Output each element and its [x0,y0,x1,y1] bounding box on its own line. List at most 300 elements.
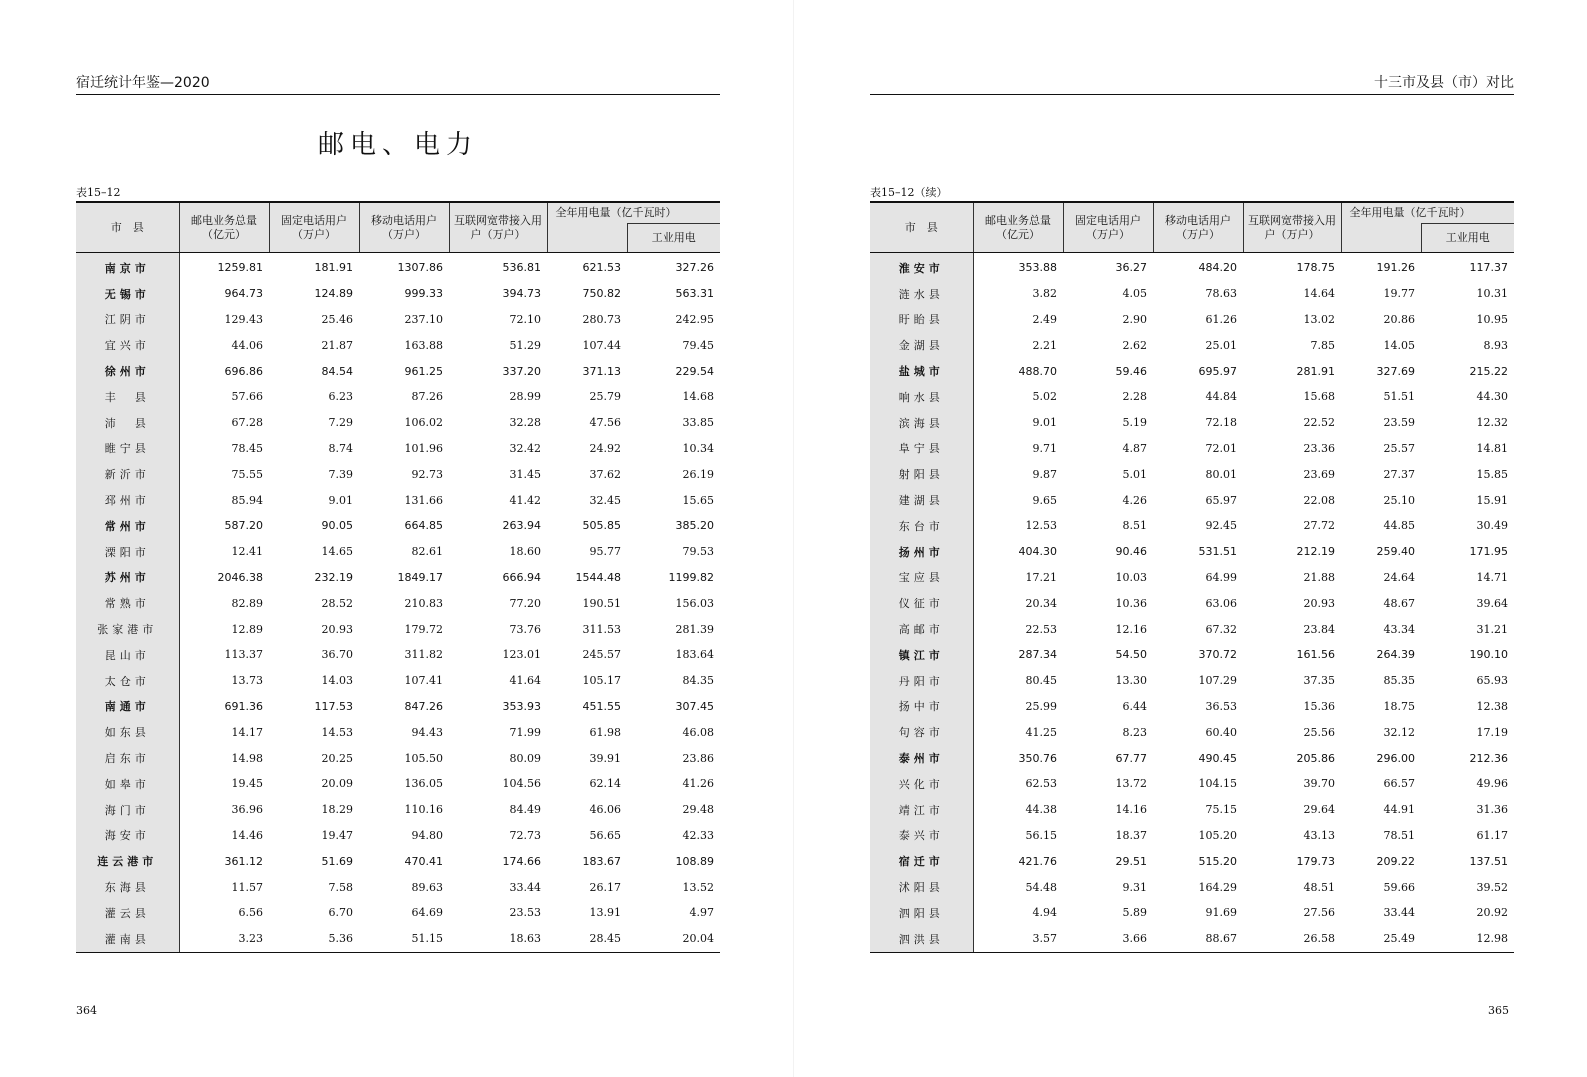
header-area: 市 县 [76,202,179,253]
table-cell: 307.45 [675,699,714,713]
row-area-name: 泗阳县 [870,900,973,926]
table-cell: 14.46 [231,828,263,842]
page-number-right: 365 [1488,1004,1509,1017]
row-area-name: 泰州市 [870,745,973,771]
table-cell: 23.84 [1303,622,1335,636]
table-cell: 3.82 [1032,287,1057,301]
table-cell: 6.44 [1122,699,1147,713]
table-cell: 84.49 [509,803,541,817]
table-row [76,926,720,952]
table-row [76,823,720,849]
table-row [870,874,1514,900]
table-cell: 22.52 [1303,416,1335,430]
table-cell: 5.01 [1122,467,1147,481]
table-cell: 27.37 [1383,467,1415,481]
table-cell: 4.26 [1122,493,1147,507]
table-cell: 82.61 [411,545,443,559]
row-area-name: 灌南县 [76,926,179,952]
table-row [870,253,1514,281]
header-industrial: 工业用电 [1421,224,1514,253]
table-row [870,694,1514,720]
table-cell: 281.39 [675,622,714,636]
table-cell: 488.70 [1018,364,1057,378]
table-cell: 847.26 [404,699,443,713]
table-cell: 10.34 [682,441,714,455]
table-cell: 3.66 [1063,926,1153,952]
running-head-right: 十三市及县（市）对比 [870,74,1514,95]
table-cell: 695.97 [1198,364,1237,378]
table-cell: 490.45 [1198,751,1237,765]
table-cell: 107.41 [404,674,443,688]
table-cell: 171.95 [1469,545,1508,559]
table-cell: 54.48 [1025,880,1057,894]
table-cell: 212.36 [1469,751,1508,765]
table-cell: 337.20 [502,364,541,378]
table-cell: 28.99 [509,390,541,404]
table-cell: 14.65 [321,545,353,559]
table-cell: 51.29 [509,338,541,352]
table-cell: 36.96 [231,803,263,817]
table-cell: 20.86 [1383,312,1415,326]
table-row [870,358,1514,384]
table-cell: 33.44 [509,880,541,894]
running-head-left: 宿迁统计年鉴—2020 [76,74,720,95]
table-cell: 6.70 [328,906,353,920]
table-cell: 25.79 [589,390,621,404]
table-cell: 37.62 [589,467,621,481]
table-cell: 78.63 [1205,287,1237,301]
table-row [76,565,720,591]
table-cell: 39.70 [1303,777,1335,791]
table-cell: 87.26 [411,390,443,404]
table-cell: 60.40 [1205,725,1237,739]
table-cell: 106.02 [404,416,443,430]
table-cell: 9.01 [1032,416,1057,430]
table-cell: 536.81 [502,261,541,275]
row-area-name: 睢宁县 [76,436,179,462]
table-cell: 32.42 [509,441,541,455]
row-area-name: 泗洪县 [870,926,973,952]
table-cell: 129.43 [224,312,263,326]
table-cell: 110.16 [404,803,443,817]
table-cell: 232.19 [314,570,353,584]
table-cell: 79.45 [682,338,714,352]
row-area-name: 丹阳市 [870,668,973,694]
row-area-name: 南京市 [76,253,179,281]
table-cell: 39.52 [1476,880,1508,894]
header-postal: 邮电业务总量（亿元） [973,202,1063,253]
row-area-name: 兴化市 [870,771,973,797]
table-cell: 15.36 [1303,699,1335,713]
row-area-name: 宜兴市 [76,332,179,358]
table-cell: 311.53 [582,622,621,636]
stats-table-left [76,201,720,953]
table-cell: 28.52 [321,596,353,610]
header-electricity: 全年用电量（亿千瓦时） [547,202,720,224]
header-fixed-phone: 固定电话用户（万户） [269,202,359,253]
table-cell: 64.69 [411,906,443,920]
table-cell: 31.36 [1476,803,1508,817]
table-cell: 179.72 [404,622,443,636]
table-cell: 20.93 [1303,596,1335,610]
header-fixed-phone: 固定电话用户（万户） [1063,202,1153,253]
row-area-name: 沭阳县 [870,874,973,900]
table-cell: 10.36 [1115,596,1147,610]
table-cell: 51.69 [321,854,353,868]
table-cell: 33.85 [682,416,714,430]
header-industrial: 工业用电 [627,224,720,253]
header-mobile-phone: 移动电话用户（万户） [1153,202,1243,253]
table-cell: 43.34 [1383,622,1415,636]
table-row [76,332,720,358]
table-cell: 67.32 [1205,622,1237,636]
table-cell: 190.51 [582,596,621,610]
table-cell: 31.45 [509,467,541,481]
table-cell: 353.88 [1018,261,1057,275]
table-cell: 107.29 [1198,674,1237,688]
table-cell: 5.36 [269,926,359,952]
row-area-name: 新沂市 [76,461,179,487]
table-cell: 22.08 [1303,493,1335,507]
table-cell: 385.20 [675,519,714,533]
table-row [76,668,720,694]
row-area-name: 宿迁市 [870,848,973,874]
row-area-name: 海门市 [76,797,179,823]
table-cell: 26.19 [682,467,714,481]
table-cell: 696.86 [224,364,263,378]
table-cell: 666.94 [502,570,541,584]
table-cell: 41.25 [1025,725,1057,739]
table-cell: 75.55 [231,467,263,481]
table-cell: 11.57 [231,880,263,894]
table-cell: 13.91 [589,906,621,920]
table-row [76,358,720,384]
table-cell: 209.22 [1376,854,1415,868]
table-cell: 78.51 [1383,828,1415,842]
table-row [870,307,1514,333]
table-cell: 964.73 [224,287,263,301]
table-cell: 10.03 [1115,570,1147,584]
table-cell: 24.64 [1383,570,1415,584]
table-label-left: 表15–12 [76,186,121,199]
table-cell: 32.45 [589,493,621,507]
right-page [794,0,1587,1077]
table-cell: 79.53 [682,545,714,559]
header-area: 市 县 [870,202,973,253]
table-cell: 10.95 [1476,312,1508,326]
table-cell: 67.28 [231,416,263,430]
table-cell: 94.80 [411,828,443,842]
table-cell: 23.36 [1303,441,1335,455]
table-cell: 131.66 [404,493,443,507]
table-cell: 1199.82 [668,570,714,584]
table-row [76,642,720,668]
row-area-name: 滨海县 [870,410,973,436]
table-cell: 6.23 [328,390,353,404]
table-row [870,281,1514,307]
table-cell: 296.00 [1376,751,1415,765]
table-cell: 94.43 [411,725,443,739]
table-cell: 13.30 [1115,674,1147,688]
table-cell: 179.73 [1296,854,1335,868]
row-area-name: 张家港市 [76,616,179,642]
table-cell: 113.37 [224,648,263,662]
table-cell: 191.26 [1376,261,1415,275]
table-cell: 156.03 [675,596,714,610]
table-row [76,590,720,616]
table-cell: 136.05 [404,777,443,791]
row-area-name: 常熟市 [76,590,179,616]
table-row [870,436,1514,462]
row-area-name: 江阴市 [76,307,179,333]
table-cell: 84.35 [682,674,714,688]
row-area-name: 如东县 [76,719,179,745]
row-area-name: 靖江市 [870,797,973,823]
row-area-name: 昆山市 [76,642,179,668]
table-cell: 470.41 [404,854,443,868]
table-cell: 41.64 [509,674,541,688]
table-cell: 75.15 [1205,803,1237,817]
table-cell: 44.91 [1383,803,1415,817]
table-row [76,848,720,874]
table-cell: 7.29 [328,416,353,430]
row-area-name: 邳州市 [76,487,179,513]
table-cell: 4.94 [1032,906,1057,920]
table-cell: 210.83 [404,596,443,610]
table-cell: 3.57 [973,926,1063,952]
table-cell: 18.37 [1115,828,1147,842]
table-row [76,487,720,513]
table-cell: 85.35 [1383,674,1415,688]
table-cell: 353.93 [502,699,541,713]
table-cell: 92.45 [1205,519,1237,533]
table-cell: 29.64 [1303,803,1335,817]
table-row [870,900,1514,926]
table-cell: 14.64 [1303,287,1335,301]
table-cell: 23.53 [509,906,541,920]
row-area-name: 金湖县 [870,332,973,358]
table-cell: 287.34 [1018,648,1057,662]
table-cell: 371.13 [582,364,621,378]
table-cell: 36.70 [321,648,353,662]
table-cell: 26.17 [589,880,621,894]
row-area-name: 徐州市 [76,358,179,384]
table-cell: 394.73 [502,287,541,301]
table-cell: 17.21 [1025,570,1057,584]
header-broadband: 互联网宽带接入用户（万户） [1243,202,1341,253]
table-cell: 32.28 [509,416,541,430]
table-cell: 51.15 [359,926,449,952]
table-cell: 10.31 [1476,287,1508,301]
table-cell: 5.19 [1122,416,1147,430]
table-cell: 124.89 [314,287,353,301]
table-cell: 2.28 [1122,390,1147,404]
table-cell: 73.76 [509,622,541,636]
table-cell: 22.53 [1025,622,1057,636]
table-cell: 64.99 [1205,570,1237,584]
table-row [870,642,1514,668]
table-cell: 44.06 [231,338,263,352]
table-cell: 51.51 [1383,390,1415,404]
table-cell: 95.77 [589,545,621,559]
table-row [870,848,1514,874]
table-cell: 17.19 [1476,725,1508,739]
section-title: 邮电、电力 [317,130,478,160]
table-cell: 7.39 [328,467,353,481]
table-row [76,461,720,487]
table-cell: 2046.38 [217,570,263,584]
table-cell: 25.56 [1303,725,1335,739]
table-cell: 24.92 [589,441,621,455]
table-cell: 61.17 [1476,828,1508,842]
table-cell: 85.94 [231,493,263,507]
table-cell: 9.31 [1122,880,1147,894]
stats-table-right [870,201,1514,953]
table-cell: 25.10 [1383,493,1415,507]
table-cell: 72.73 [509,828,541,842]
table-cell: 1544.48 [575,570,621,584]
table-cell: 183.67 [582,854,621,868]
table-cell: 281.91 [1296,364,1335,378]
table-cell: 280.73 [582,312,621,326]
table-cell: 12.98 [1421,926,1514,952]
table-cell: 18.63 [449,926,547,952]
table-cell: 90.46 [1115,545,1147,559]
table-cell: 14.03 [321,674,353,688]
row-area-name: 沛 县 [76,410,179,436]
table-cell: 181.91 [314,261,353,275]
row-area-name: 南通市 [76,694,179,720]
table-cell: 20.09 [321,777,353,791]
table-cell: 13.02 [1303,312,1335,326]
table-row [76,307,720,333]
table-cell: 117.53 [314,699,353,713]
table-row [870,823,1514,849]
table-cell: 56.15 [1025,828,1057,842]
table-cell: 104.56 [502,777,541,791]
table-cell: 26.58 [1243,926,1341,952]
table-row [76,384,720,410]
table-row [870,384,1514,410]
table-cell: 80.09 [509,751,541,765]
row-area-name: 高邮市 [870,616,973,642]
table-cell: 91.69 [1205,906,1237,920]
row-area-name: 镇江市 [870,642,973,668]
table-cell: 19.77 [1383,287,1415,301]
table-row [76,797,720,823]
table-cell: 587.20 [224,519,263,533]
row-area-name: 扬州市 [870,539,973,565]
table-row [76,771,720,797]
table-cell: 63.06 [1205,596,1237,610]
table-cell: 46.08 [682,725,714,739]
table-cell: 20.04 [627,926,720,952]
table-cell: 25.46 [321,312,353,326]
table-cell: 18.75 [1383,699,1415,713]
row-area-name: 宝应县 [870,565,973,591]
table-cell: 5.89 [1122,906,1147,920]
page-number-left: 364 [76,1004,97,1017]
table-cell: 5.02 [1032,390,1057,404]
table-cell: 451.55 [582,699,621,713]
table-cell: 3.23 [179,926,269,952]
table-row [870,771,1514,797]
table-cell: 77.20 [509,596,541,610]
table-row [76,410,720,436]
table-cell: 13.73 [231,674,263,688]
row-area-name: 阜宁县 [870,436,973,462]
table-cell: 65.93 [1476,674,1508,688]
table-cell: 212.19 [1296,545,1335,559]
table-row [76,616,720,642]
table-cell: 4.97 [689,906,714,920]
table-cell: 691.36 [224,699,263,713]
table-cell: 41.26 [682,777,714,791]
table-cell: 65.97 [1205,493,1237,507]
table-cell: 8.51 [1122,519,1147,533]
table-cell: 14.98 [231,751,263,765]
left-page [0,0,793,1077]
table-row [870,926,1514,952]
table-cell: 62.53 [1025,777,1057,791]
table-cell: 44.85 [1383,519,1415,533]
table-cell: 404.30 [1018,545,1057,559]
table-cell: 14.05 [1383,338,1415,352]
table-cell: 80.45 [1025,674,1057,688]
table-cell: 80.01 [1205,467,1237,481]
table-cell: 72.10 [509,312,541,326]
table-row [870,616,1514,642]
table-cell: 229.54 [675,364,714,378]
table-cell: 15.68 [1303,390,1335,404]
table-cell: 4.05 [1122,287,1147,301]
table-cell: 190.10 [1469,648,1508,662]
row-area-name: 射阳县 [870,461,973,487]
table-cell: 25.99 [1025,699,1057,713]
table-cell: 163.88 [404,338,443,352]
table-cell: 46.06 [589,803,621,817]
table-row [870,487,1514,513]
table-cell: 59.46 [1115,364,1147,378]
table-row [870,565,1514,591]
table-cell: 161.56 [1296,648,1335,662]
row-area-name: 丰 县 [76,384,179,410]
table-cell: 327.26 [675,261,714,275]
table-cell: 36.27 [1115,261,1147,275]
table-cell: 12.41 [231,545,263,559]
table-cell: 105.17 [582,674,621,688]
row-area-name: 盐城市 [870,358,973,384]
table-cell: 164.29 [1198,880,1237,894]
table-row [870,719,1514,745]
table-cell: 23.59 [1383,416,1415,430]
table-cell: 105.20 [1198,828,1237,842]
table-cell: 12.16 [1115,622,1147,636]
table-cell: 1849.17 [397,570,443,584]
table-cell: 44.84 [1205,390,1237,404]
table-cell: 137.51 [1469,854,1508,868]
table-cell: 12.32 [1476,416,1508,430]
table-cell: 237.10 [404,312,443,326]
table-cell: 105.50 [404,751,443,765]
table-row [870,745,1514,771]
table-cell: 84.54 [321,364,353,378]
table-cell: 57.66 [231,390,263,404]
table-cell: 245.57 [582,648,621,662]
table-cell: 621.53 [582,261,621,275]
table-cell: 29.51 [1115,854,1147,868]
row-area-name: 无锡市 [76,281,179,307]
